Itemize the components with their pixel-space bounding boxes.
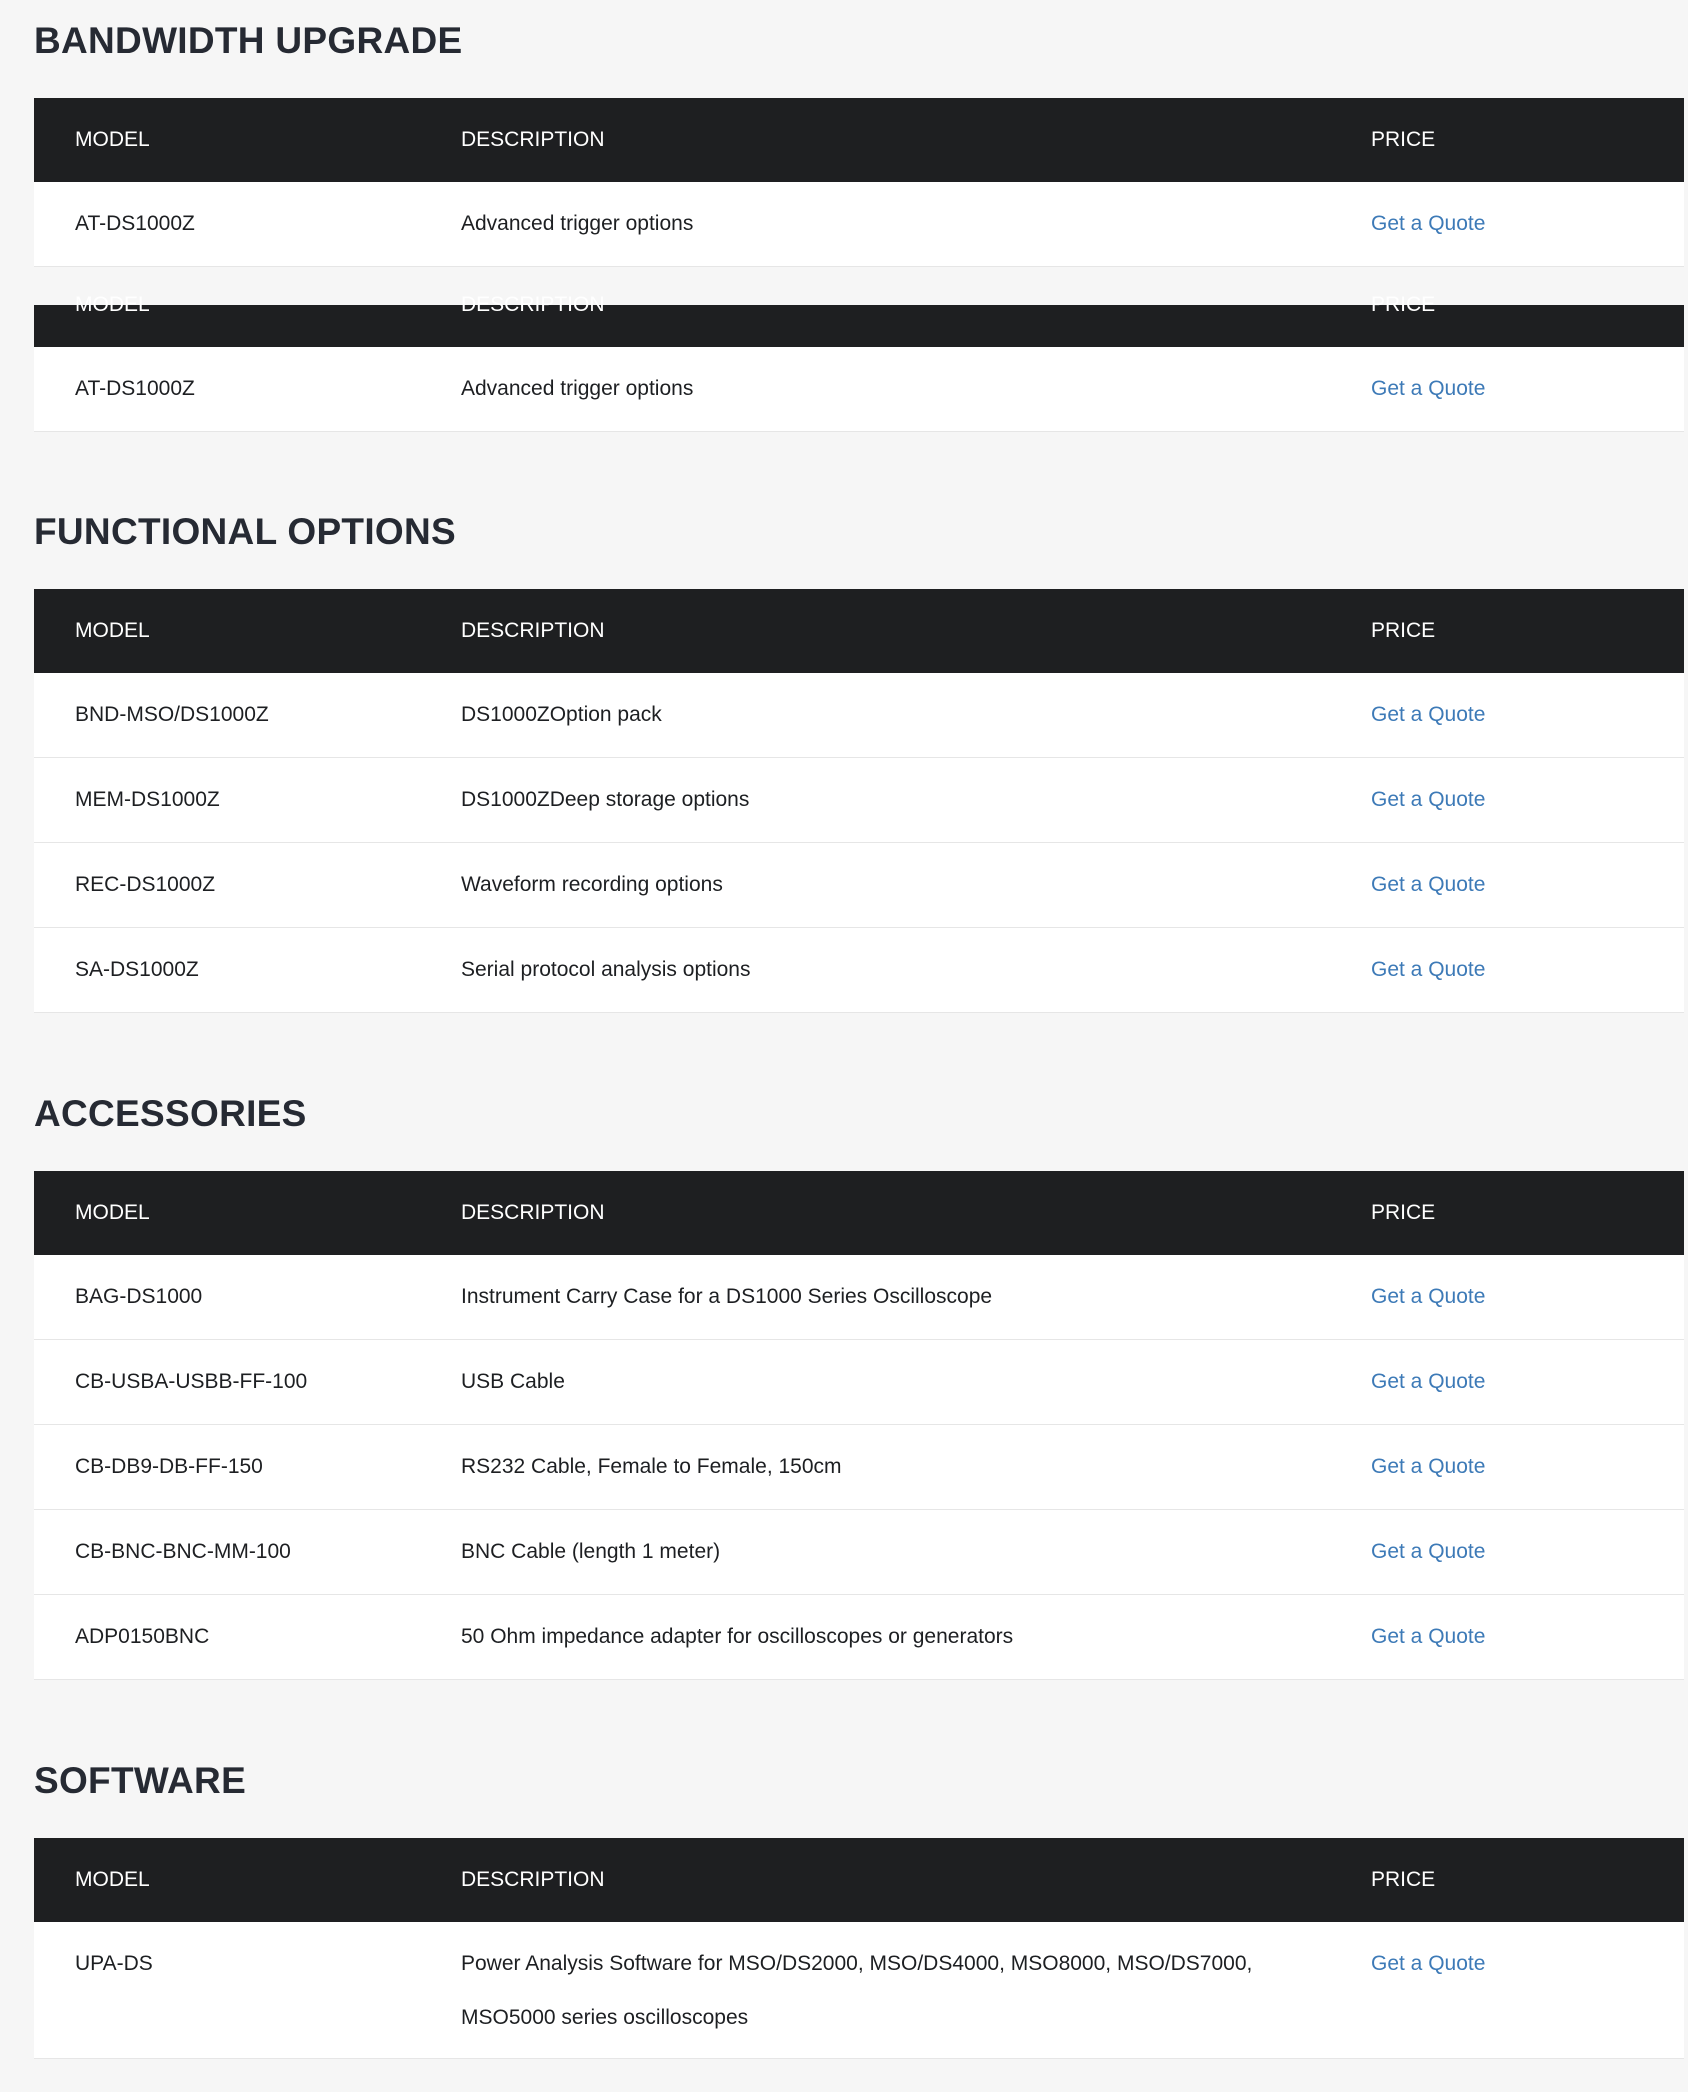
header-price: PRICE	[1371, 1868, 1436, 1891]
price-cell	[1371, 928, 1485, 1012]
functional-table	[34, 589, 1684, 1013]
table-header	[34, 1838, 1684, 1922]
price-cell	[1371, 182, 1485, 266]
model-cell: UPA-DS	[75, 1952, 153, 1975]
model-cell: CB-BNC-BNC-MM-100	[75, 1540, 291, 1563]
table-row	[34, 1340, 1684, 1425]
description-cell: DS1000ZDeep storage options	[461, 788, 750, 811]
price-cell	[1371, 1922, 1485, 2006]
model-cell: CB-DB9-DB-FF-150	[75, 1455, 263, 1478]
table-header	[34, 98, 1684, 182]
table-header	[34, 1171, 1684, 1255]
table-row	[34, 673, 1684, 758]
table-header	[34, 589, 1684, 673]
description-cell: USB Cable	[461, 1370, 565, 1393]
header-description: DESCRIPTION	[461, 1201, 605, 1224]
get-quote-link[interactable]: Get a Quote	[1371, 377, 1486, 400]
get-quote-link[interactable]: Get a Quote	[1371, 1540, 1486, 1563]
table-row	[34, 928, 1684, 1013]
bandwidth-table	[34, 98, 1684, 267]
accessories-table	[34, 1171, 1684, 1680]
table-header-clipped	[34, 293, 1684, 347]
header-description: DESCRIPTION	[461, 1868, 605, 1891]
model-cell: ADP0150BNC	[75, 1625, 210, 1648]
table-row	[34, 182, 1684, 267]
description-cell: Waveform recording options	[461, 873, 723, 896]
price-cell	[1371, 843, 1485, 927]
header-model: MODEL	[75, 1201, 150, 1224]
header-model: MODEL	[75, 293, 150, 316]
table-row	[34, 1255, 1684, 1340]
get-quote-link[interactable]: Get a Quote	[1371, 1625, 1486, 1648]
price-cell	[1371, 1510, 1485, 1594]
section-title-functional: FUNCTIONAL OPTIONS	[34, 511, 456, 552]
table-row	[34, 1595, 1684, 1680]
price-cell	[1371, 758, 1485, 842]
price-cell	[1371, 347, 1485, 431]
get-quote-link[interactable]: Get a Quote	[1371, 703, 1486, 726]
get-quote-link[interactable]: Get a Quote	[1371, 958, 1486, 981]
description-cell: Instrument Carry Case for a DS1000 Series Oscilloscope	[461, 1285, 993, 1308]
model-cell: MEM-DS1000Z	[75, 788, 220, 811]
header-description: DESCRIPTION	[461, 293, 605, 316]
section-title-bandwidth: BANDWIDTH UPGRADE	[34, 20, 463, 61]
model-cell: BAG-DS1000	[75, 1285, 203, 1308]
header-model: MODEL	[75, 1868, 150, 1891]
header-model: MODEL	[75, 128, 150, 151]
table-row	[34, 1922, 1684, 2059]
get-quote-link[interactable]: Get a Quote	[1371, 1952, 1486, 1975]
header-price: PRICE	[1371, 619, 1436, 642]
description-cell: Power Analysis Software for MSO/DS2000, MSO/DS4000, MSO8000, MSO/DS7000, MSO5000 series oscilloscopes	[461, 1952, 1253, 2029]
header-description: DESCRIPTION	[461, 619, 605, 642]
bandwidth-table-repeat	[34, 293, 1684, 432]
get-quote-link[interactable]: Get a Quote	[1371, 788, 1486, 811]
header-model: MODEL	[75, 619, 150, 642]
price-cell	[1371, 673, 1485, 757]
get-quote-link[interactable]: Get a Quote	[1371, 1370, 1486, 1393]
header-price: PRICE	[1371, 128, 1436, 151]
price-cell	[1371, 1425, 1485, 1509]
price-cell	[1371, 1255, 1485, 1339]
header-price: PRICE	[1371, 293, 1436, 316]
section-title-accessories: ACCESSORIES	[34, 1093, 307, 1134]
header-price: PRICE	[1371, 1201, 1436, 1224]
description-cell: Advanced trigger options	[461, 377, 694, 400]
model-cell: CB-USBA-USBB-FF-100	[75, 1370, 308, 1393]
description-cell: 50 Ohm impedance adapter for oscilloscopes or generators	[461, 1625, 1014, 1648]
section-title-software: SOFTWARE	[34, 1760, 247, 1801]
get-quote-link[interactable]: Get a Quote	[1371, 1455, 1486, 1478]
model-cell: SA-DS1000Z	[75, 958, 199, 981]
get-quote-link[interactable]: Get a Quote	[1371, 873, 1486, 896]
price-cell	[1371, 1340, 1485, 1424]
price-cell	[1371, 1595, 1485, 1679]
get-quote-link[interactable]: Get a Quote	[1371, 1285, 1486, 1308]
software-table	[34, 1838, 1684, 2059]
get-quote-link[interactable]: Get a Quote	[1371, 212, 1486, 235]
description-cell: BNC Cable (length 1 meter)	[461, 1540, 721, 1563]
description-cell: Advanced trigger options	[461, 212, 694, 235]
table-row	[34, 1510, 1684, 1595]
table-row	[34, 1425, 1684, 1510]
table-row	[34, 758, 1684, 843]
description-cell: DS1000ZOption pack	[461, 703, 662, 726]
model-cell: AT-DS1000Z	[75, 377, 195, 400]
description-cell: Serial protocol analysis options	[461, 958, 751, 981]
table-row	[34, 843, 1684, 928]
description-cell: RS232 Cable, Female to Female, 150cm	[461, 1455, 842, 1478]
model-cell: REC-DS1000Z	[75, 873, 216, 896]
header-description: DESCRIPTION	[461, 128, 605, 151]
model-cell: BND-MSO/DS1000Z	[75, 703, 269, 726]
table-row	[34, 347, 1684, 432]
model-cell: AT-DS1000Z	[75, 212, 195, 235]
